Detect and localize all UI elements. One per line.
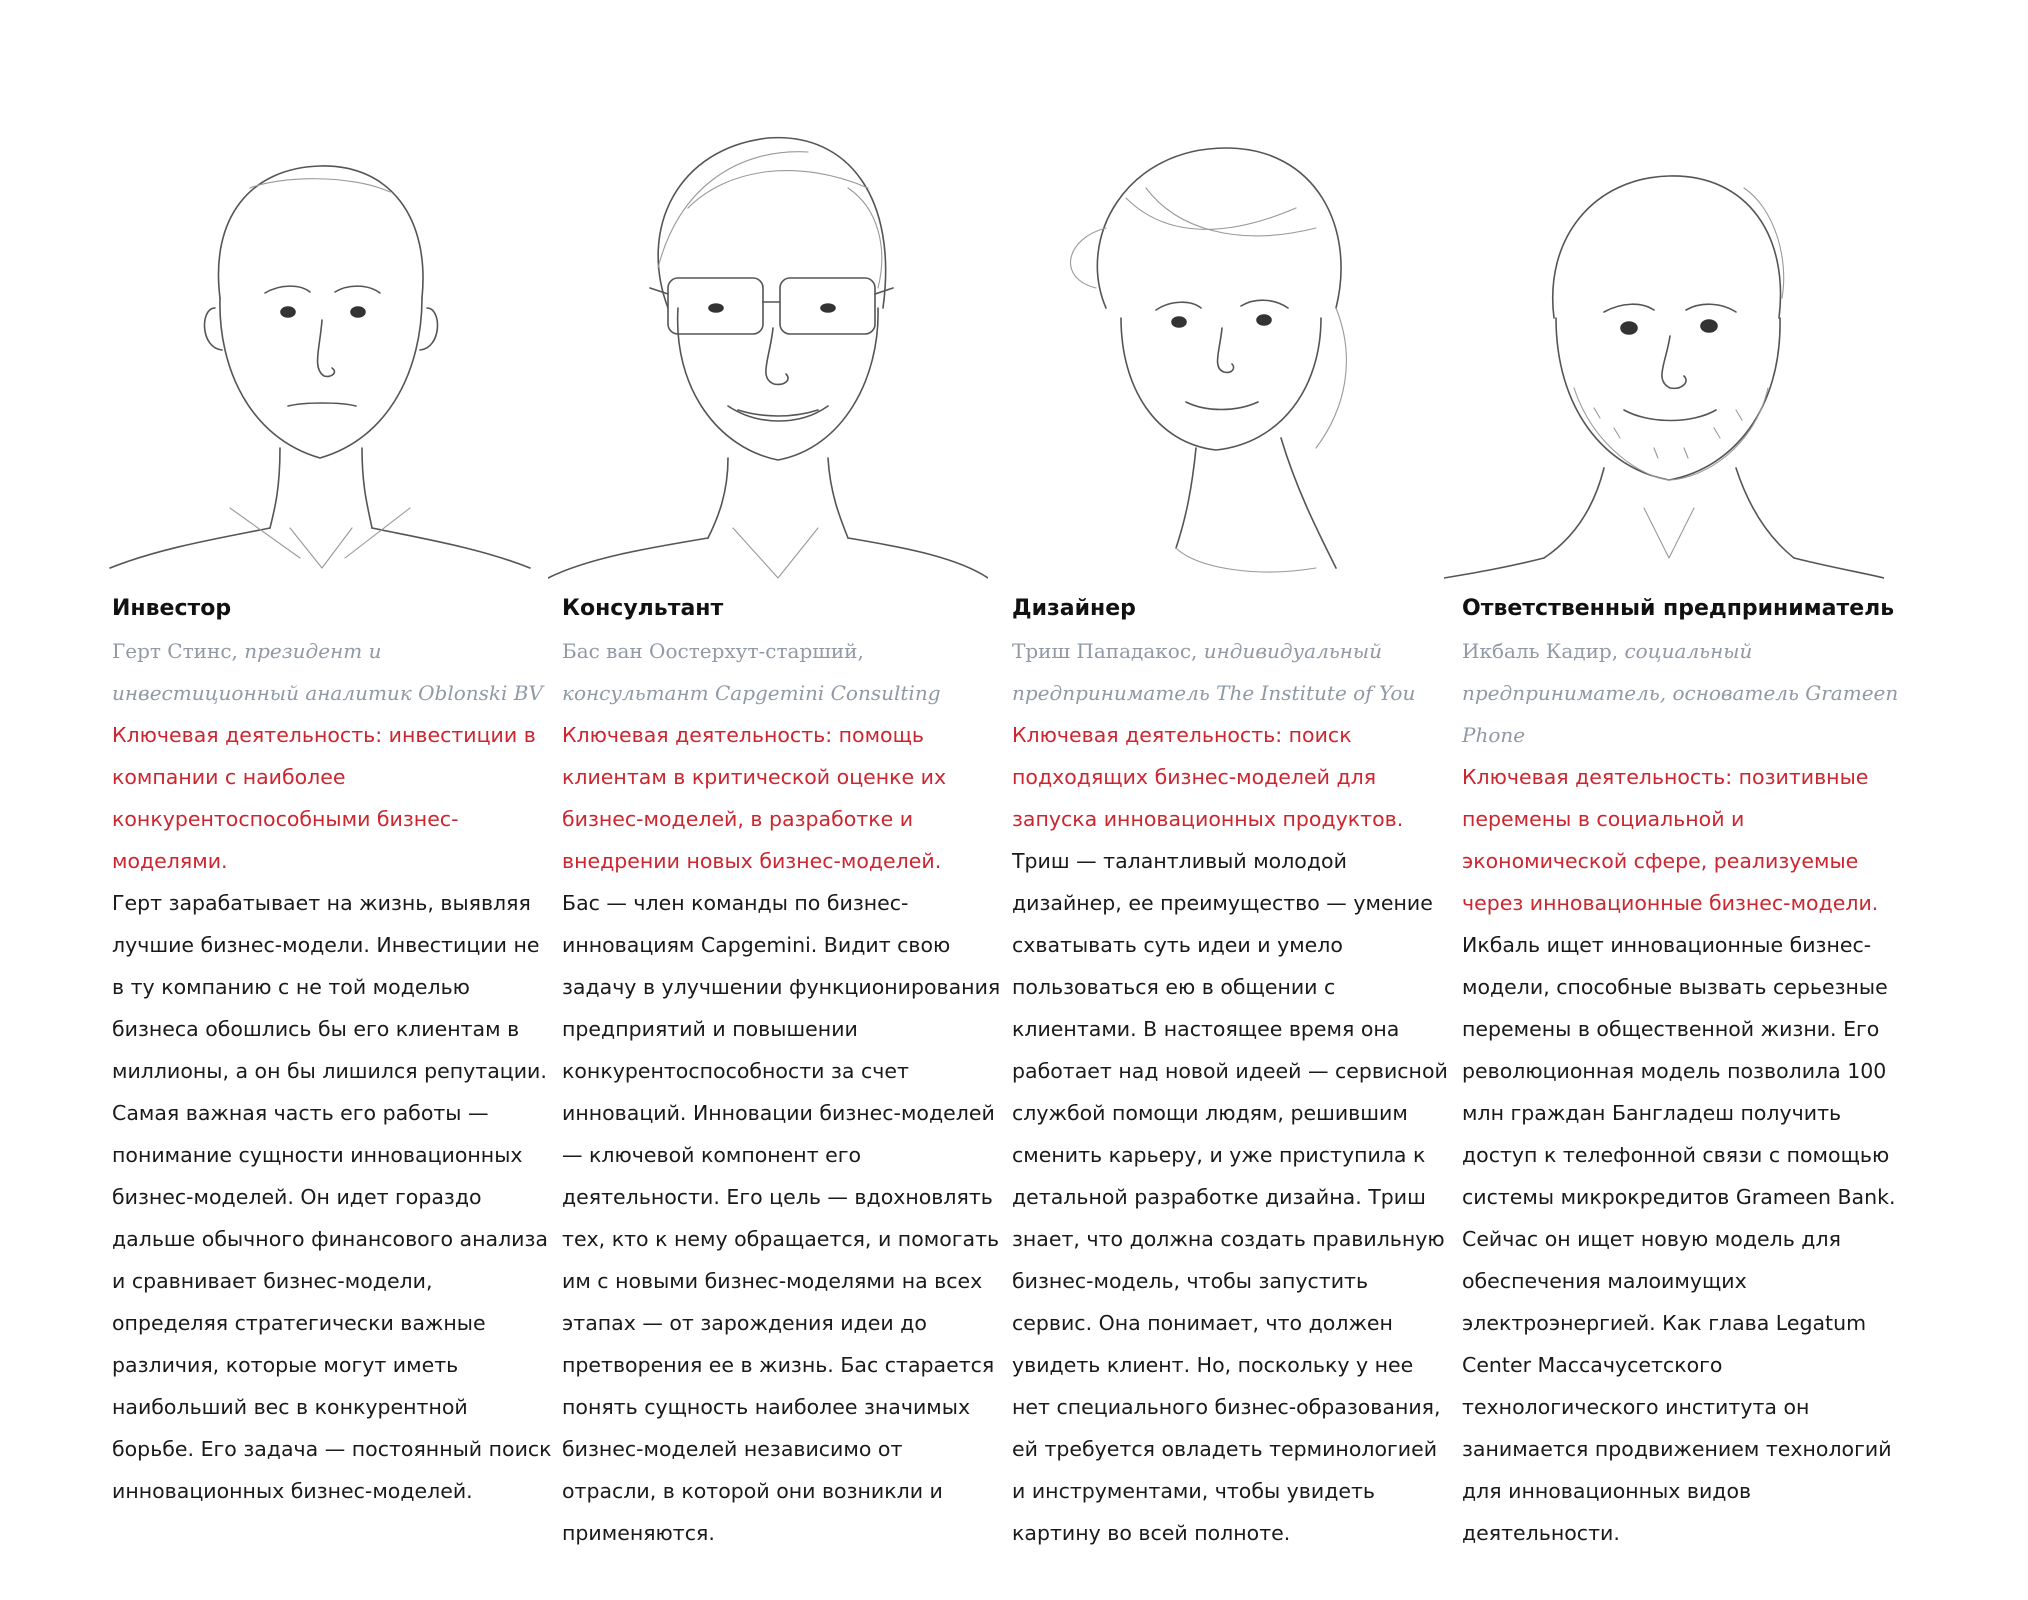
key-activity: Ключевая деятельность: инвестиции в компании с наиболее конкурентоспособными бизнес-моделями. — [112, 723, 536, 873]
biography: Герт зарабатывает на жизнь, выявляя лучшие бизнес-модели. Инвестиции не в ту компанию с не той моделью бизнеса обошлись бы его клиентам в миллионы, а он бы лишился репутации. Самая важная часть его работы — понимание сущности инновационных бизнес-моделей. Он идет гораздо дальше обычного финансового анализа и сравнивает бизнес-модели, определяя стратегически важные различия, которые могут иметь наибольший вес в конкурентной борьбе. Его задача — постоянный поиск инновационных бизнес-моделей. — [112, 891, 552, 1503]
role-title: Дизайнер — [1012, 596, 1136, 621]
designer-portrait-icon — [996, 88, 1436, 588]
person-position: консультант Capgemini Consulting — [562, 681, 941, 705]
investor-portrait-icon — [100, 88, 540, 588]
role-title: Ответственный предприниматель — [1462, 596, 1895, 621]
biography: Бас — член команды по бизнес-инновациям Capgemini. Видит свою задачу в улучшении функционирования предприятий и повышении конкурентоспособности за счет инноваций. Инновации бизнес-моделей — ключевой компонент его деятельности. Его цель — вдохновлять тех, кто к нему обращается, и помогать им с новыми бизнес-моделями на всех этапах — от зарождения идеи до претворения ее в жизнь. Бас старается понять сущность наиболее значимых бизнес-моделей независимо от отрасли, в которой они возникли и применяются. — [562, 891, 1001, 1545]
person-line: Икбаль Кадир, социальный предприниматель, основатель Grameen Phone — [1462, 639, 1899, 747]
person-line: Герт Стинс, президент и инвестиционный аналитик Oblonski BV — [112, 639, 543, 705]
profile-consultant — [562, 588, 1002, 1554]
key-activity: Ключевая деятельность: позитивные перемены в социальной и экономической сфере, реализуемые через инновационные бизнес-модели. — [1462, 765, 1879, 915]
person-name: Герт Стинс — [112, 639, 232, 663]
person-line: Триш Пападакос, индивидуальный предприниматель The Institute of You — [1012, 639, 1416, 705]
person-position: президент и инвестиционный аналитик Oblonski BV — [112, 639, 543, 705]
person-name: Икбаль Кадир — [1462, 639, 1612, 663]
role-title: Консультант — [562, 596, 724, 621]
person-line: Бас ван Оостерхут-старший, консультант Capgemini Consulting — [562, 639, 941, 705]
consultant-portrait-icon — [548, 88, 988, 588]
person-position: индивидуальный предприниматель The Institute of You — [1012, 639, 1416, 705]
profile-entrepreneur — [1462, 588, 1902, 1554]
person-position: социальный предприниматель, основатель Grameen Phone — [1462, 639, 1899, 747]
key-activity: Ключевая деятельность: поиск подходящих бизнес-моделей для запуска инновационных продуктов. — [1012, 723, 1404, 831]
person-name: Триш Пападакос — [1012, 639, 1192, 663]
entrepreneur-portrait-icon — [1444, 88, 1884, 588]
biography: Триш — талантливый молодой дизайнер, ее преимущество — умение схватывать суть идеи и умело пользоваться ею в общении с клиентами. В настоящее время она работает над новой идеей — сервисной службой помощи людям, решившим сменить карьеру, и уже приступила к детальной разработке дизайна. Триш знает, что должна создать правильную бизнес-модель, чтобы запустить сервис. Она понимает, что должен увидеть клиент. Но, поскольку у нее нет специального бизнес-образования, ей требуется овладеть терминологией и инструментами, чтобы увидеть картину во всей полноте. — [1012, 849, 1448, 1545]
biography: Икбаль ищет инновационные бизнес-модели, способные вызвать серьезные перемены в общественной жизни. Его революционная модель позволила 100 млн граждан Бангладеш получить доступ к телефонной связи с помощью системы микрокредитов Grameen Bank. Сейчас он ищет новую модель для обеспечения малоимущих электроэнергией. Как глава Legatum Center Массачусетского технологического института он занимается продвижением технологий для инновационных видов деятельности. — [1462, 933, 1896, 1545]
profile-investor — [112, 588, 552, 1512]
key-activity: Ключевая деятельность: помощь клиентам в критической оценке их бизнес-моделей, в разработке и внедрении новых бизнес-моделей. — [562, 723, 947, 873]
role-title: Инвестор — [112, 596, 232, 621]
person-name: Бас ван Оостерхут-старший — [562, 639, 858, 663]
profile-designer — [1012, 588, 1452, 1554]
